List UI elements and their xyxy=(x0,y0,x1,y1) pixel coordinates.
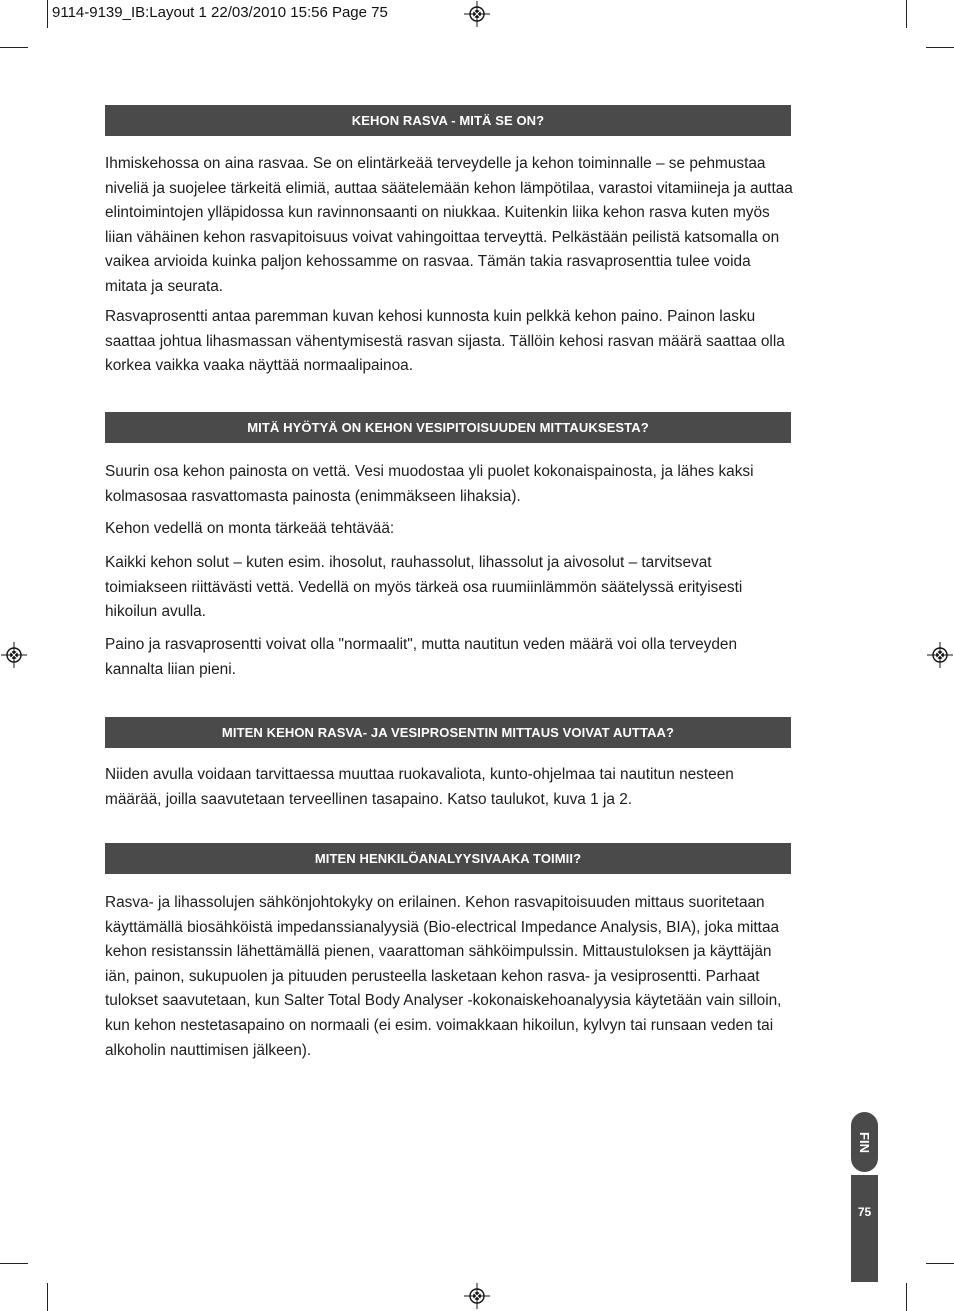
language-tab xyxy=(851,1112,878,1172)
registration-mark-bottom xyxy=(464,1283,490,1309)
section-heading-water-benefit: MITÄ HYÖTYÄ ON KEHON VESIPITOISUUDEN MITTAUKSESTA? xyxy=(105,412,791,443)
crop-mark xyxy=(926,1263,954,1264)
crop-mark xyxy=(0,1263,28,1264)
paragraph: Niiden avulla voidaan tarvittaessa muuttaa ruokavaliota, kunto-ohjelmaa tai nautitun nesteen määrää, joilla saavutetaan terveellinen tasapaino. Katso taulukot, kuva 1 ja 2. xyxy=(105,766,734,808)
section-heading-how-scale-works: MITEN HENKILÖANALYYSIVAAKA TOIMII? xyxy=(105,843,791,874)
registration-mark-top xyxy=(464,1,490,27)
paragraph: Paino ja rasvaprosentti voivat olla "normaalit", mutta nautitun veden määrä voi olla terveyden kannalta liian pieni. xyxy=(105,636,738,678)
paragraph: Kehon vedellä on monta tärkeää tehtävää: xyxy=(105,520,395,537)
page-number: 75 xyxy=(857,1205,872,1219)
crop-mark xyxy=(47,0,48,28)
crop-mark xyxy=(906,0,907,28)
print-slug: 9114-9139_IB:Layout 1 22/03/2010 15:56 Page 75 xyxy=(52,4,388,21)
registration-mark-left xyxy=(1,642,27,668)
crop-mark xyxy=(0,47,28,48)
section-heading-body-fat: KEHON RASVA - MITÄ SE ON? xyxy=(105,105,791,136)
paragraph: Rasva- ja lihassolujen sähkönjohtokyky on erilainen. Kehon rasvapitoisuuden mittaus suoritetaan käyttämällä biosähköistä impedanssianalyysiä (Bio-electrical Impedance Analysis, BIA), joka mittaa kehon resistanssin lähettämällä pienen, vaarattoman sähköimpulssin. Mittaustuloksen ja käyttäjän iän, painon, sukupuolen ja pituuden perusteella lasketaan kehon rasva- ja vesiprosentti. Parhaat tulokset saavutetaan, kun Salter Total Body Analyser -kokonaiskehoanalyysia käytetään vain silloin, kun kehon nestetasapaino on normaali (ei esim. voimakkaan hikoilun, kylvyn tai runsaan veden tai alkoholin nauttimisen jälkeen). xyxy=(105,894,782,1059)
page-number-tab xyxy=(851,1175,878,1282)
paragraph: Suurin osa kehon painosta on vettä. Vesi muodostaa yli puolet kokonaispainosta, ja lähes kaksi kolmasosaa rasvattomasta painosta (enimmäkseen lihaksia). xyxy=(105,463,754,505)
paragraph: Kaikki kehon solut – kuten esim. ihosolut, rauhassolut, lihassolut ja aivosolut – tarvitsevat toimiakseen riittävästi vettä. Vedellä on myös tärkeä osa ruumiinlämmön säätelyssä erityisesti hikoilun avulla. xyxy=(105,554,743,621)
language-tab-label: FIN xyxy=(856,1131,872,1153)
crop-mark xyxy=(926,47,954,48)
crop-mark xyxy=(906,1283,907,1311)
section-heading-how-measurement-helps: MITEN KEHON RASVA- JA VESIPROSENTIN MITTAUS VOIVAT AUTTAA? xyxy=(105,717,791,748)
registration-mark-right xyxy=(927,642,953,668)
paragraph: Ihmiskehossa on aina rasvaa. Se on elintärkeää terveydelle ja kehon toiminnalle – se pehmustaa niveliä ja suojelee tärkeitä elimiä, auttaa säätelemään kehon lämpötilaa, varastoi vitamiineja ja auttaa elintoimintojen ylläpidossa kun ravinnonsaanti on niukkaa. Kuitenkin liika kehon rasva kuten myös liian vähäinen kehon rasvapitoisuus voivat vahingoittaa terveyttä. Pelkästään peilistä katsomalla on vaikea arvioida kuinka paljon kehossamme on rasvaa. Tämän takia rasvaprosenttia tulee voida mitata ja seurata. xyxy=(105,155,793,295)
paragraph: Rasvaprosentti antaa paremman kuvan kehosi kunnosta kuin pelkkä kehon paino. Painon lasku saattaa johtua lihasmassan vähentymisestä rasvan sijasta. Tällöin kehosi rasvan määrä saattaa olla korkea vaikka vaaka näyttää normaalipainoa. xyxy=(105,308,785,375)
crop-mark xyxy=(47,1283,48,1311)
